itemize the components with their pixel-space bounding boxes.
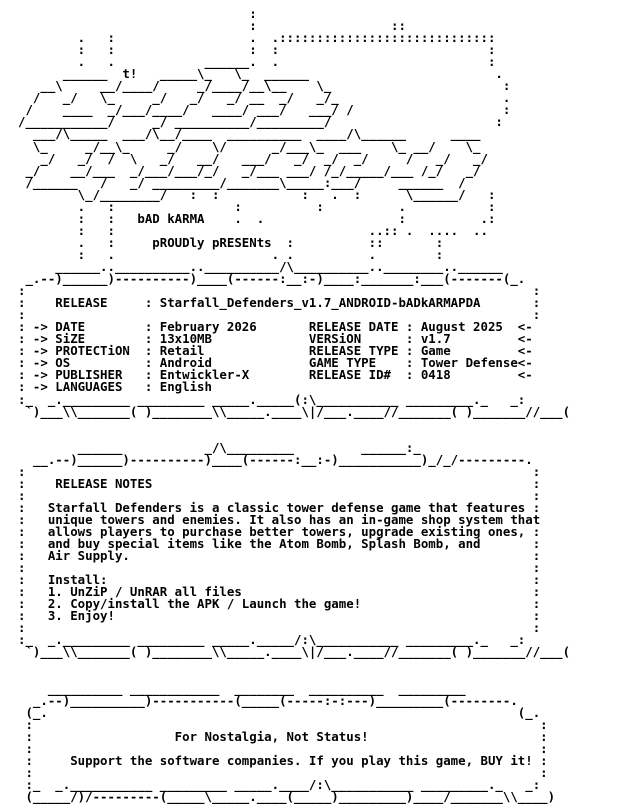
border-line: `)___\\_______( )________\\_____.____\|/___.____//_______( )_______//___(: [18, 403, 571, 419]
logo-line: / ____ _/___/____/ ____/ ___/ ___/ / :: [18, 102, 511, 118]
footer-support-text: : Support the software companies. If you play this game, BUY it! :: [18, 752, 548, 768]
art-line: :: [18, 6, 257, 21]
art-line: : . . . . :: [18, 246, 444, 262]
footer-box-line: : :: [18, 740, 548, 756]
art-line: \_/________/ : : : . : \______/ :: [18, 186, 496, 202]
notes-text-line: : Air Supply. :: [18, 548, 541, 564]
notes-box-line: : :: [18, 620, 541, 636]
art-line: . : : : . :: [18, 198, 496, 214]
group-name-line: : : bAD kARMA . . : .:: [18, 210, 496, 226]
install-step: : 1. UnZiP / UnRAR all files :: [18, 584, 541, 600]
notes-heading: : RELEASE NOTES :: [18, 475, 541, 491]
border-line: _.--)______)----------)____(------:__:-)____:_______:___(-------(_.: [18, 271, 526, 287]
art-line: : ::: [18, 18, 406, 34]
border-line: ______ _/\_________ ______:_: [18, 439, 421, 455]
logo-line: \_ _/__\_ _/ \/ _/___\_ ___ \_ __/ \_: [18, 138, 481, 154]
presents-line: . : pROUDly pRESENts : :: :: [18, 234, 444, 250]
notes-box-line: : :: [18, 487, 541, 503]
logo-line: ___/\_____ ___/\__/____ __________ ____/\______ ____: [18, 126, 481, 142]
footer-box-line: (_. (_.: [18, 704, 541, 720]
spacer-line: [18, 659, 570, 671]
info-row-publisher: : -> PUBLISHER : Entwickler-X RELEASE ID# : 0418 <-: [18, 367, 533, 383]
logo-line: ______ t! _____\_ \_ ______ .: [18, 66, 503, 82]
footer-box-line: : :: [18, 716, 548, 732]
border-line: :_ _.___________ _________ _____.____/:\___________ _________._ _:: [18, 777, 541, 792]
logo-line: _/ __/___ _/___/___/_/ _/___ ___/ /_/_____/___ /_/ _/: [18, 162, 481, 178]
info-row-date: : -> DATE : February 2026 RELEASE DATE : August 2025 <-: [18, 319, 533, 335]
install-step: : 2. Copy/install the APK / Launch the game! :: [18, 596, 541, 612]
release-name-line: : RELEASE : Starfall_Defenders_v1.7_ANDROID-bADkARMAPDA :: [18, 295, 541, 311]
nfo-ascii-art: [18, 8, 570, 803]
border-line: :_ _._________ _________ _____._____(:\___________ _________._ _:: [18, 391, 526, 407]
info-row-protection: : -> PROTECTiON : Retail RELEASE TYPE : Game <-: [18, 343, 533, 359]
border-line: __________ ____________ ________ __________ _________: [18, 680, 466, 696]
border-line: __.--)______)----------)____(------:__:-)___________)_/_/---------.: [18, 451, 533, 467]
install-step: : 3. Enjoy! :: [18, 608, 541, 624]
art-line: . . ______. . :: [18, 54, 496, 70]
art-line: : : : : :: [18, 42, 496, 58]
info-row-languages: : -> LANGUAGES : English: [18, 379, 526, 395]
logo-line: /______ / _/ _________/_______\_____:___/ ______ /: [18, 174, 466, 190]
border-line: (_____/)/---------(_____\_____.____(_____)_________)____/_______\\____): [18, 789, 556, 804]
notes-box-line: : :: [18, 560, 541, 576]
border-line: ______..__________..__________/\__________..________..______: [18, 258, 503, 274]
art-line: : : ..:: . .... ..: [18, 222, 488, 238]
border-line: :_ _._________ _________ _____._____/:\___________ _________._ _:: [18, 632, 526, 648]
logo-line: _/ _/ / \ _/ __/ ___/ _/ _/ _/ / _/ _/: [18, 150, 488, 166]
logo-line: /___________/ _/ __________/_________/ :: [18, 114, 503, 130]
info-row-os: : -> OS : Android GAME TYPE : Tower Defense<-: [18, 355, 533, 371]
notes-text-line: : unique towers and enemies. It also has an in-game shop system that: [18, 511, 541, 527]
border-line: `)___\\_______( )________\\_____.____\|/___.____//_______( )_______//___(: [18, 644, 571, 660]
border-line: _.--)__________)-----------(_____(-----:-:---)_________(--------.: [18, 692, 518, 708]
info-box-line: : :: [18, 307, 541, 323]
spacer-line: [18, 418, 570, 430]
footer-box-line: : :: [18, 764, 548, 780]
logo-line: / _/ \_ _/ _/ _/ __ _/ _/_ .: [18, 90, 511, 106]
footer-slogan: : For Nostalgia, Not Status! :: [18, 728, 548, 744]
notes-text-line: : and buy special items like the Atom Bomb, Splash Bomb, and :: [18, 536, 541, 552]
info-box-line: : :: [18, 283, 541, 299]
notes-text-line: : Starfall Defenders is a classic tower defense game that features :: [18, 499, 541, 515]
notes-text-line: : allows players to purchase better towers, upgrade existing ones, :: [18, 524, 541, 540]
info-row-size: : -> SiZE : 13x10MB VERSiON : v1.7 <-: [18, 331, 533, 347]
install-heading: : Install: :: [18, 572, 541, 588]
logo-line: __\ __/____/ _/____/__\__ \_ :: [18, 78, 511, 94]
notes-box-line: : :: [18, 463, 541, 479]
art-line: . : . .:::::::::::::::::::::::::::::: [18, 30, 496, 46]
